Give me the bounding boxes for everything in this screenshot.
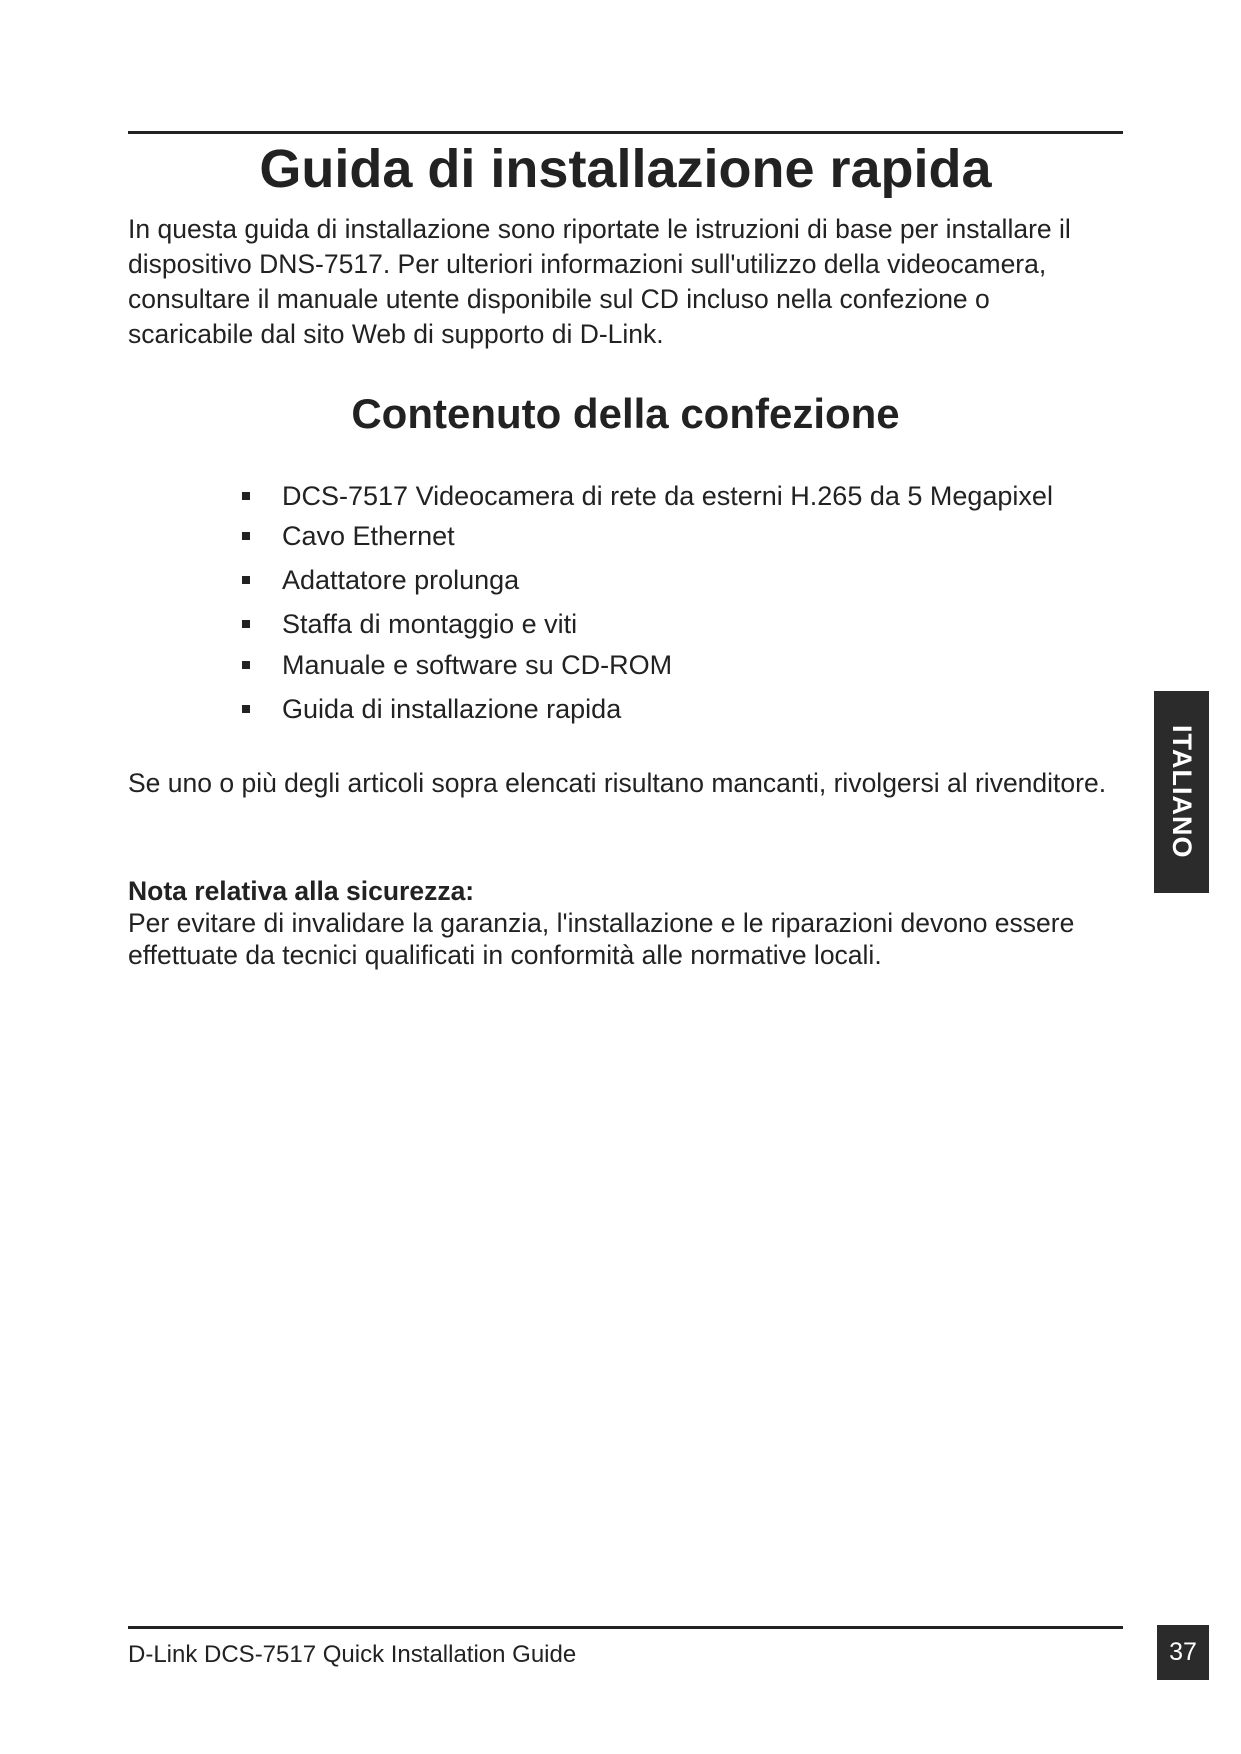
bullet-icon (242, 532, 250, 540)
bottom-rule (128, 1626, 1123, 1629)
list-item-label: Guida di installazione rapida (282, 694, 622, 724)
language-tab (1154, 691, 1209, 893)
bullet-icon (242, 705, 250, 713)
list-item-label: Cavo Ethernet (282, 521, 455, 551)
safety-note-text: Per evitare di invalidare la garanzia, l'installazione e le riparazioni devono essere effettuate da tecnici qualificati in conformità alle normative locali. (128, 908, 1075, 970)
list-item-label: Adattatore prolunga (282, 565, 520, 595)
safety-note-title: Nota relativa alla sicurezza: (128, 876, 475, 906)
list-item-label: DCS-7517 Videocamera di rete da esterni H.265 da 5 Megapixel (282, 481, 1053, 511)
bullet-icon (242, 576, 250, 584)
list-item (240, 518, 455, 554)
list-item (240, 647, 672, 683)
missing-items-note: Se uno o più degli articoli sopra elencati risultano mancanti, rivolgersi al rivenditore. (128, 768, 1107, 798)
list-item (240, 562, 519, 598)
page-title: Guida di installazione rapida (259, 139, 992, 199)
list-item (240, 691, 621, 727)
footer-text: D-Link DCS-7517 Quick Installation Guide (128, 1641, 577, 1668)
list-item (240, 606, 577, 642)
bullet-icon (242, 620, 250, 628)
intro-paragraph: In questa guida di installazione sono riportate le istruzioni di base per installare il dispositivo DNS-7517. Per ulteriori informazioni sull'utilizzo della videocamera, consultare il manuale utente disponibile sul CD incluso nella confezione o scaricabile dal sito Web di supporto di D-Link. (128, 214, 1071, 349)
package-contents-heading: Contenuto della confezione (351, 390, 900, 437)
list-item-label: Manuale e software su CD-ROM (282, 650, 673, 680)
page-number: 37 (1157, 1625, 1209, 1680)
language-tab-label: ITALIANO (1167, 725, 1197, 859)
bullet-icon (242, 661, 250, 669)
list-item (240, 478, 1053, 514)
bullet-icon (242, 492, 250, 500)
list-item-label: Staffa di montaggio e viti (282, 609, 578, 639)
